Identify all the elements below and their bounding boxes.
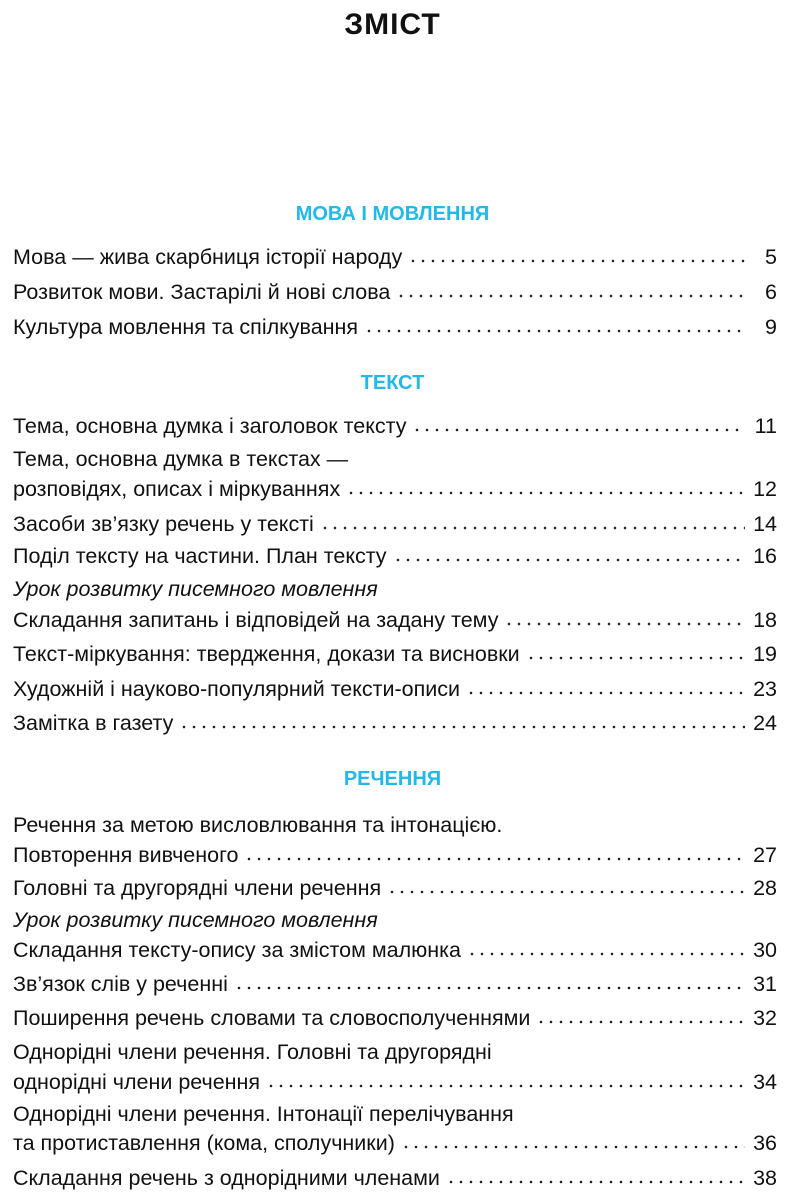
entry-subheading: Урок розвитку писемного мовлення	[13, 908, 378, 932]
dot-leader	[393, 558, 745, 562]
entry-title: та протиставлення (кома, сполучники)	[13, 1131, 395, 1155]
toc-entry[interactable]	[13, 1066, 777, 1098]
dot-leader	[266, 1084, 745, 1088]
entry-page-number: 27	[753, 843, 777, 867]
toc-entry[interactable]	[13, 1002, 777, 1034]
toc-entry[interactable]	[13, 1162, 777, 1194]
entry-page-number: 11	[754, 414, 777, 438]
dot-leader	[401, 1145, 745, 1149]
dot-leader	[408, 259, 745, 263]
entry-title: Замітка в газету	[13, 711, 174, 735]
toc-entry[interactable]	[13, 604, 777, 636]
page-title: ЗМІСТ	[344, 8, 441, 41]
entry-page-number: 9	[765, 315, 777, 339]
entry-page-number: 30	[753, 938, 777, 962]
entry-page-number: 36	[753, 1131, 777, 1155]
entry-title-line1: Речення за метою висловлювання та інтонацією.	[13, 813, 503, 837]
entry-title: Художній і науково-популярний тексти-описи	[13, 677, 461, 701]
entry-title-line1: Однорідні члени речення. Головні та другорядні	[13, 1040, 492, 1064]
entry-page-number: 16	[753, 544, 777, 568]
dot-leader	[346, 491, 745, 495]
entry-page-number: 24	[753, 711, 777, 735]
toc-entry[interactable]	[13, 872, 777, 904]
toc-entry[interactable]	[13, 839, 777, 871]
dot-leader	[179, 725, 745, 729]
dot-leader	[536, 1020, 745, 1024]
dot-leader	[466, 691, 745, 695]
dot-leader	[387, 890, 745, 894]
entry-title: Складання речень з однорідними членами	[13, 1166, 440, 1190]
entry-title: Засоби зв’язку речень у тексті	[13, 512, 314, 536]
entry-page-number: 14	[753, 512, 777, 536]
entry-page-number: 23	[753, 677, 777, 701]
entry-title: Мова — жива скарбниця історії народу	[13, 245, 403, 269]
entry-title-line1: Однорідні члени речення. Інтонації перелічування	[13, 1102, 514, 1126]
section-heading-tekst: ТЕКСТ	[360, 372, 425, 394]
dot-leader	[504, 622, 745, 626]
dot-leader	[412, 428, 745, 432]
entry-title: Головні та другорядні члени речення	[13, 876, 382, 900]
toc-entry[interactable]	[13, 311, 777, 343]
dot-leader	[467, 952, 745, 956]
entry-page-number: 28	[753, 876, 777, 900]
entry-page-number: 12	[753, 477, 777, 501]
section-heading-mova: МОВА І МОВЛЕННЯ	[295, 203, 490, 225]
entry-page-number: 5	[765, 245, 777, 269]
entry-title: однорідні члени речення	[13, 1070, 261, 1094]
dot-leader	[244, 857, 745, 861]
entry-title: Розвиток мови. Застарілі й нові слова	[13, 280, 391, 304]
entry-title: Поширення речень словами та словосполученнями	[13, 1006, 531, 1030]
toc-entry[interactable]	[13, 540, 777, 572]
entry-title-line1: Тема, основна думка в текстах —	[13, 447, 349, 471]
toc-entry[interactable]	[13, 707, 777, 739]
entry-page-number: 34	[753, 1070, 777, 1094]
dot-leader	[234, 986, 745, 990]
entry-title: Тема, основна думка і заголовок тексту	[13, 414, 407, 438]
toc-entry[interactable]	[13, 638, 777, 670]
entry-title: Складання запитань і відповідей на задану тему	[13, 608, 499, 632]
entry-title: розповідях, описах і міркуваннях	[13, 477, 341, 501]
toc-entry[interactable]	[13, 1127, 777, 1159]
dot-leader	[364, 329, 745, 333]
section-heading-rechennia: РЕЧЕННЯ	[343, 768, 442, 790]
entry-title: Зв’язок слів у реченні	[13, 972, 228, 996]
entry-title: Текст-міркування: твердження, докази та висновки	[13, 642, 520, 666]
toc-entry[interactable]	[13, 410, 777, 442]
dot-leader	[446, 1180, 745, 1184]
dot-leader	[396, 294, 745, 298]
dot-leader	[320, 526, 745, 530]
entry-page-number: 6	[765, 280, 777, 304]
entry-page-number: 18	[753, 608, 777, 632]
toc-entry[interactable]	[13, 673, 777, 705]
toc-entry[interactable]	[13, 934, 777, 966]
toc-entry[interactable]	[13, 968, 777, 1000]
entry-subheading: Урок розвитку писемного мовлення	[13, 577, 378, 601]
toc-entry[interactable]	[13, 508, 777, 540]
dot-leader	[526, 656, 745, 660]
entry-title: Поділ тексту на частини. План тексту	[13, 544, 387, 568]
toc-entry[interactable]	[13, 473, 777, 505]
entry-page-number: 32	[753, 1006, 777, 1030]
toc-entry[interactable]	[13, 241, 777, 273]
entry-title: Повторення вивченого	[13, 843, 239, 867]
entry-title: Складання тексту-опису за змістом малюнка	[13, 938, 461, 962]
entry-page-number: 19	[753, 642, 777, 666]
entry-page-number: 31	[753, 972, 777, 996]
entry-title: Культура мовлення та спілкування	[13, 315, 359, 339]
entry-page-number: 38	[753, 1166, 777, 1190]
toc-entry[interactable]	[13, 276, 777, 308]
